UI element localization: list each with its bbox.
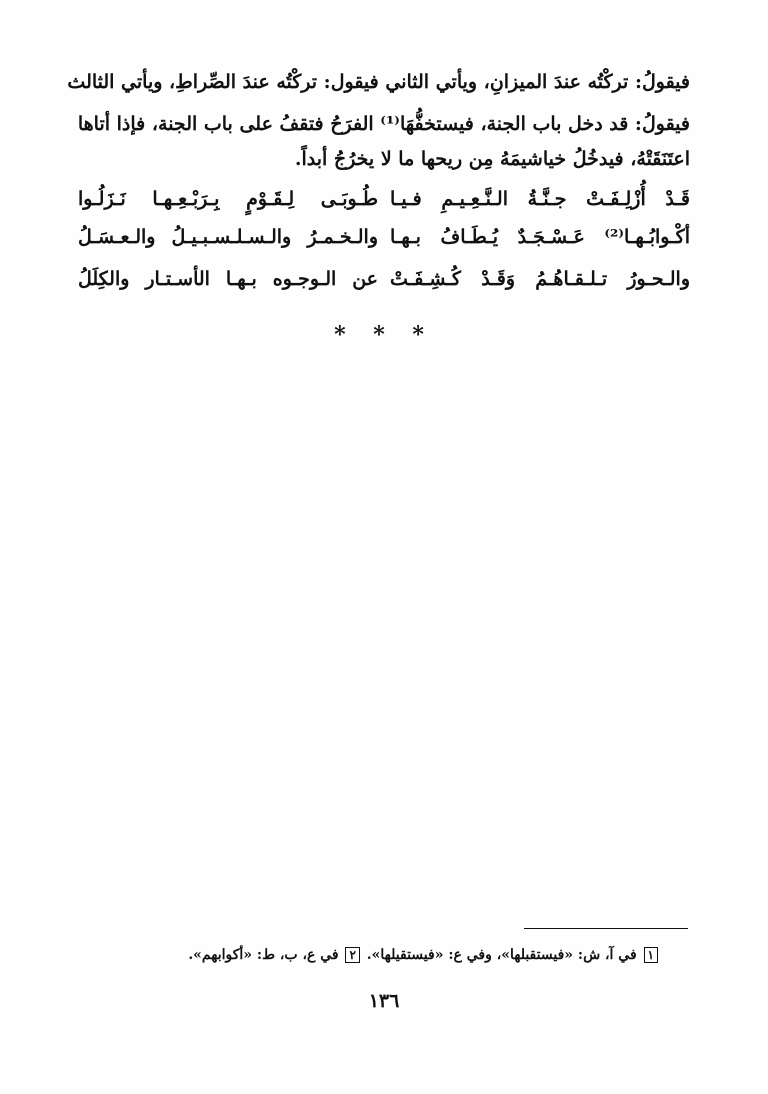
prose-line-2: فيقولُ: قد دخل باب الجنة، فيستخفُّهَا⁽¹⁾ الفرَحُ فتقفُ على باب الجنة، فإذا أتاها (77, 113, 690, 135)
prose-line-3: اعتَنَقَتْهُ، فيدخُلُ خياشيمَهُ مِن ريحها ما لا يخرُجُ أبداً. (294, 148, 690, 170)
verse-1-second-hemistich: طُـوبَـى لِـقَـوْمٍ بِـرَبْـعِـهـا نَـزَلُـوا (78, 188, 378, 210)
verse-1 (78, 188, 690, 220)
section-separator: * * * (334, 322, 434, 348)
page-number: ١٣٦ (368, 990, 400, 1012)
footnote-1-number: ١ (644, 947, 658, 963)
verse-2 (78, 226, 690, 258)
footnote-divider (524, 928, 688, 929)
verse-3 (78, 268, 690, 300)
verse-2-second-hemistich: والـخـمـرُ والـسـلـسـبـيـلُ والـعـسَـلُ (78, 226, 378, 248)
verse-3-first-hemistich: والـحـورُ تـلـقـاهُـمُ وَقَـدْ كُـشِـفَـتْ (390, 268, 690, 290)
prose-line-1: فيقولُ: تركْتُه عندَ الميزانِ، ويأتي الثاني فيقول: تركْتُه عندَ الصِّراطِ، ويأتي الثالث (67, 71, 690, 93)
footnote-1-text: في آ، ش: «فيستقبلها»، وفي ع: «فيستقيلها». (366, 947, 637, 963)
verse-1-first-hemistich: قَـدْ أُزْلِـفَـتْ جـنَّـةُ الـنَّـعِـيـمِ فـيـا (390, 188, 690, 210)
footnote-2-number: ٢ (345, 947, 359, 963)
footnote-2-text: في ع، ب، ط: «أكوابهم». (188, 947, 339, 963)
verse-2-first-hemistich: أكْـوابُـهـا⁽²⁾ عَـسْـجَـدٌ يُـطَـافُ بـهـا (390, 226, 690, 248)
footnotes (100, 944, 660, 966)
verse-3-second-hemistich: عن الـوجـوه بـهـا الأسـتـار والكِلَلُ (78, 268, 378, 290)
